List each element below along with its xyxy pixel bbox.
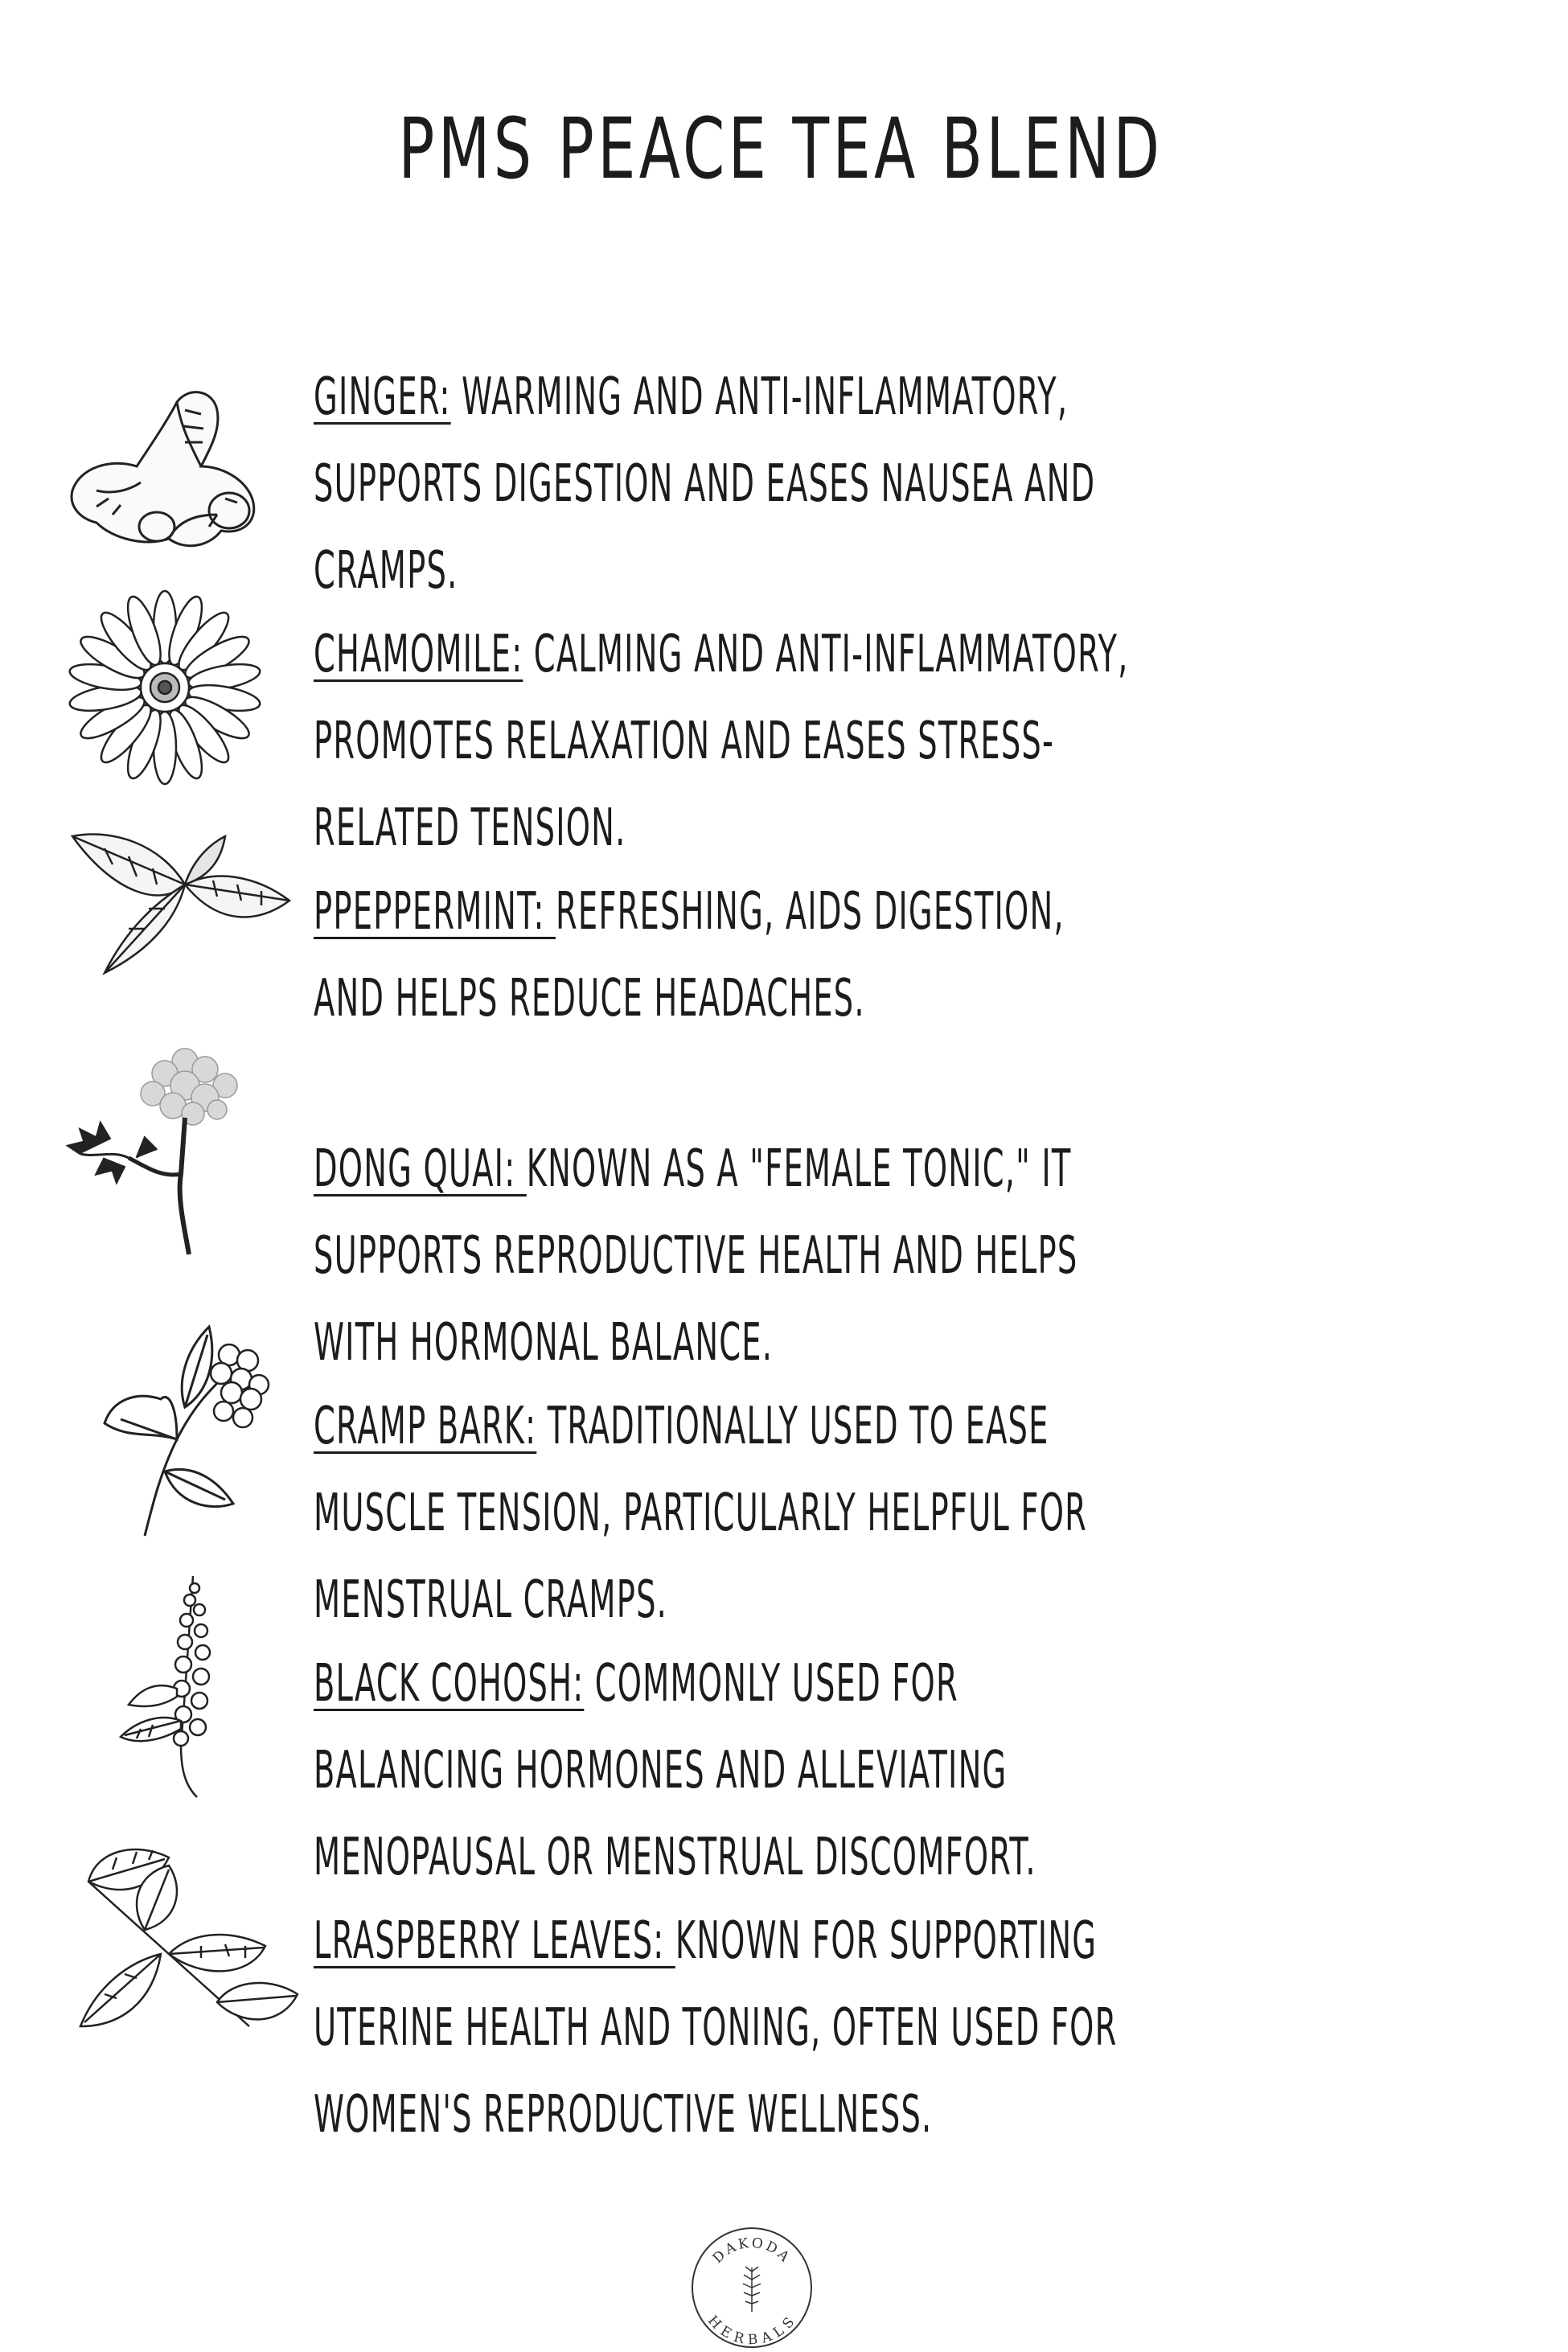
peppermint-leaf-icon (64, 820, 298, 981)
herb-name: CHAMOMILE: (314, 625, 523, 684)
herb-text (314, 611, 1129, 872)
herb-description: REFRESHING, AIDS DIGESTION, AND HELPS REDUCE HEADACHES. (314, 882, 1065, 1028)
logo-top-text: DAKODA (709, 2235, 794, 2267)
herb-text (314, 868, 1129, 1042)
herb-description: CALMING AND ANTI-INFLAMMATORY, PROMOTES RELAXATION AND EASES STRESS-RELATED TENSION. (314, 625, 1129, 858)
page-title: PMS PEACE TEA BLEND (398, 100, 1164, 198)
herb-description: KNOWN AS A "FEMALE TONIC," IT SUPPORTS REPRODUCTIVE HEALTH AND HELPS WITH HORMONAL BALANCE. (314, 1139, 1078, 1373)
chamomile-flower-icon (64, 587, 265, 788)
herb-text (314, 1898, 1129, 2158)
dakoda-herbals-logo (688, 2223, 816, 2352)
herb-text (314, 1640, 1129, 1901)
ginger-root-icon (48, 354, 289, 595)
herb-description: KNOWN FOR SUPPORTING UTERINE HEALTH AND TONING, OFTEN USED FOR WOMEN'S REPRODUCTIVE WELLNESS. (314, 1911, 1118, 2145)
herb-name: BLACK COHOSH: (314, 1654, 585, 1714)
logo-bottom-text: HERBALS (704, 2313, 800, 2349)
herb-text (314, 354, 1129, 614)
herb-sprig-icon (743, 2267, 761, 2312)
svg-text:DAKODA (710, 2235, 794, 2266)
herb-text (314, 1126, 1129, 1386)
raspberry-leaves-icon (64, 1833, 306, 2067)
herb-description: WARMING AND ANTI-INFLAMMATORY, SUPPORTS DIGESTION AND EASES NAUSEA AND CRAMPS. (314, 367, 1096, 601)
cramp-bark-icon (88, 1311, 273, 1544)
herb-description: TRADITIONALLY USED TO EASE MUSCLE TENSION, PARTICULARLY HELPFUL FOR MENSTRUAL CRAMPS. (314, 1397, 1088, 1630)
black-cohosh-icon (105, 1568, 233, 1801)
herb-name: DONG QUAI: (314, 1139, 527, 1199)
svg-text:HERBALS (704, 2313, 799, 2348)
herb-name: CRAMP BARK: (314, 1397, 537, 1456)
herb-name: LRASPBERRY LEAVES: (314, 1911, 675, 1971)
dong-quai-icon (56, 1037, 265, 1262)
herb-description: COMMONLY USED FOR BALANCING HORMONES AND ALLEVIATING MENOPAUSAL OR MENSTRUAL DISCOMFORT. (314, 1654, 1036, 1887)
herb-name: PPEPPERMINT: (314, 882, 556, 942)
herb-name: GINGER: (314, 367, 451, 427)
herb-text (314, 1383, 1129, 1644)
